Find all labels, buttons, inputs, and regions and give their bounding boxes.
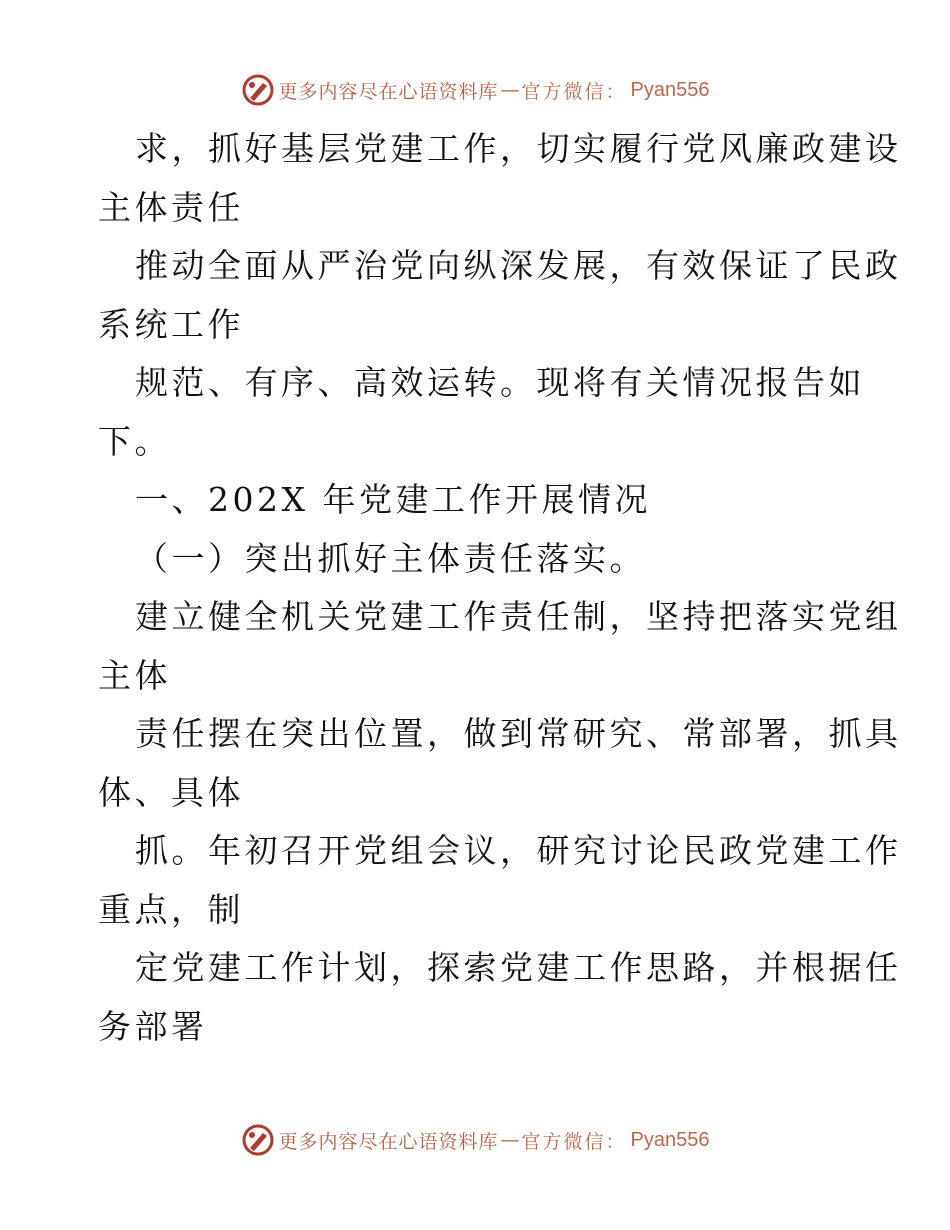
text-line: 重点，制: [98, 889, 244, 929]
footer-watermark: [0, 1120, 950, 1160]
header-watermark: [0, 70, 950, 110]
text-line: 建立健全机关党建工作责任制，坚持把落实党组: [135, 597, 902, 636]
pen-seal-logo-icon: [241, 73, 275, 107]
section-heading: 一、202X 年党建工作开展情况: [135, 480, 651, 519]
text-line: 主体: [98, 655, 171, 695]
watermark-dash: —: [500, 1129, 520, 1151]
document-body: [98, 120, 902, 1056]
text-line: 体、具体: [98, 772, 244, 812]
text-line: 系统工作: [98, 304, 244, 344]
watermark-text: 更多内容尽在心语资料库: [278, 80, 499, 103]
watermark-text: 更多内容尽在心语资料库: [278, 1130, 499, 1153]
text-line: 求，抓好基层党建工作，切实履行党风廉政建设: [135, 129, 902, 168]
text-line: 定党建工作计划，探索党建工作思路，并根据任: [135, 948, 902, 987]
text-line: 规范、有序、高效运转。现将有关情况报告如: [135, 363, 865, 402]
watermark-wechat-label: 官方微信：: [521, 1130, 627, 1153]
text-line: 下。: [98, 421, 171, 461]
text-line: 主体责任: [98, 187, 244, 227]
watermark-wechat-id: Pyan556: [630, 1128, 710, 1151]
watermark-wechat-label: 官方微信：: [521, 80, 627, 103]
watermark-dash: —: [500, 79, 520, 101]
pen-seal-logo-icon: [241, 1123, 275, 1157]
text-line: 责任摆在突出位置，做到常研究、常部署，抓具: [135, 714, 902, 753]
text-line: 抓。年初召开党组会议，研究讨论民政党建工作: [135, 831, 902, 870]
subsection-heading: （一）突出抓好主体责任落实。: [135, 538, 646, 578]
text-line: 推动全面从严治党向纵深发展，有效保证了民政: [135, 246, 902, 285]
watermark-wechat-id: Pyan556: [630, 78, 710, 101]
text-line: 务部署: [98, 1006, 208, 1046]
